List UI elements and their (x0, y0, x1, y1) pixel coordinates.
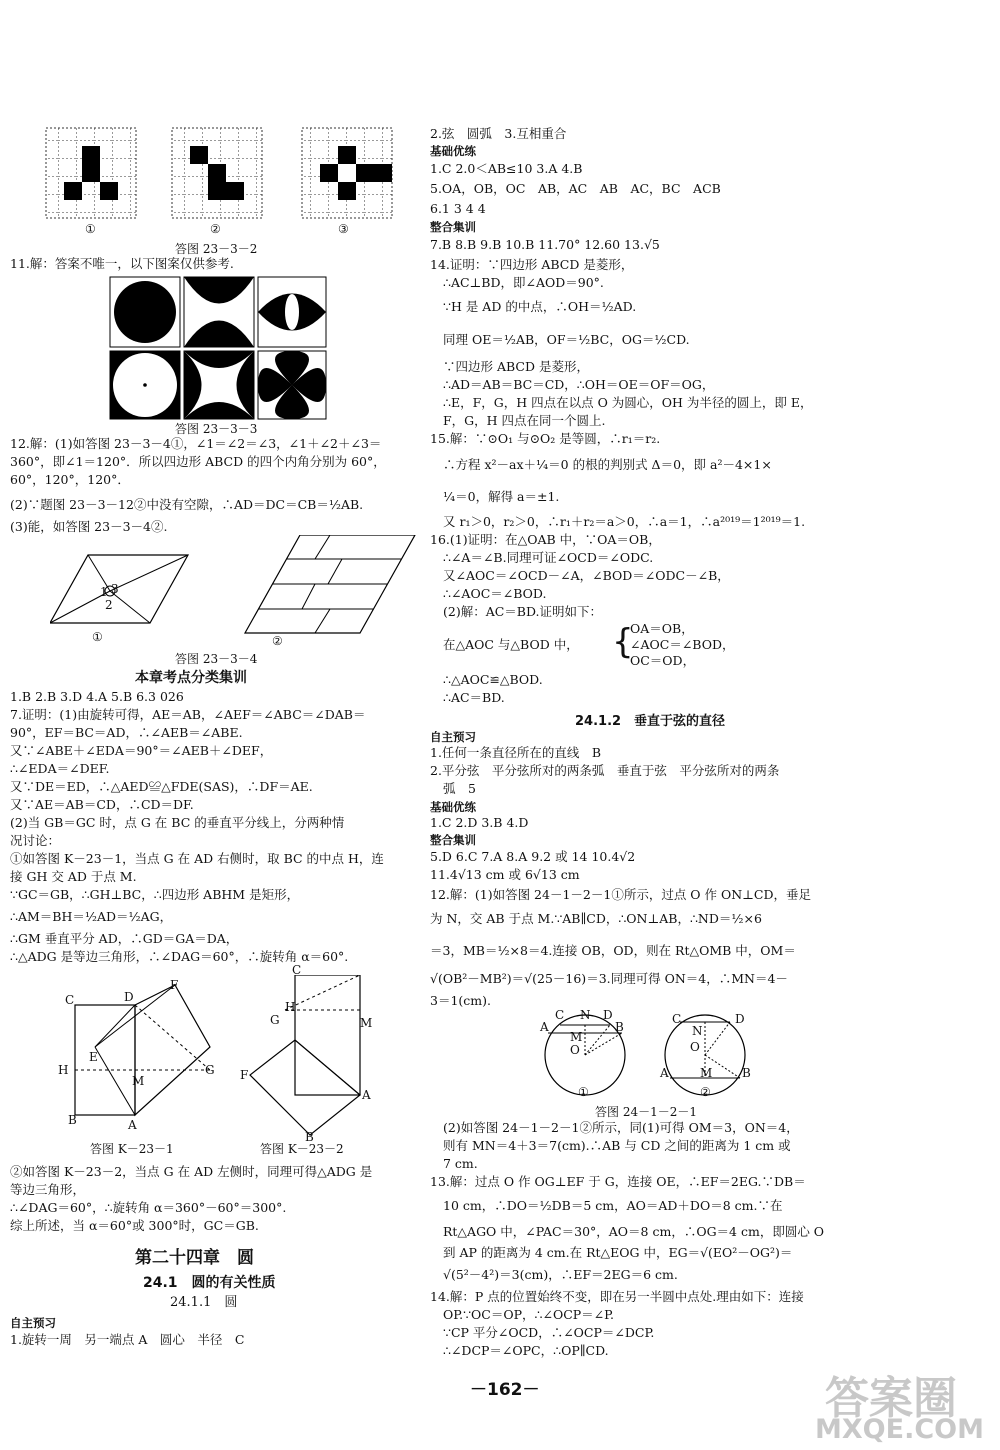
point-label: C (672, 1012, 682, 1026)
text-line: 接 GH 交 AD 于点 M. (10, 869, 137, 884)
text-line: ∴△AOC≌△BOD. (443, 672, 543, 687)
text-line: 则有 MN＝4＋3＝7(cm).∴AB 与 CD 之间的距离为 1 cm 或 (443, 1138, 791, 1153)
text-line: F，G，H 四点在同一个圆上. (443, 413, 606, 428)
text-line: ∴GM 垂直平分 AD，∴GD＝GA＝DA， (10, 931, 239, 946)
text-line: 14.证明：∵四边形 ABCD 是菱形， (430, 257, 634, 272)
text-line: ∴方程 x²－ax＋¼＝0 的根的判别式 Δ＝0，即 a²－4×1× (443, 457, 772, 472)
text-line: ∵H 是 AD 的中点，∴OH＝½AD. (443, 299, 637, 314)
text-line: 6.1 3 4 4 (430, 201, 486, 216)
point-label: F (240, 1068, 249, 1082)
text-line: 1.C 2.D 3.B 4.D (430, 815, 529, 830)
figure-caption: 答图 K－23－1 (90, 1142, 174, 1156)
point-label: H (285, 1000, 296, 1014)
text-line: 7 cm. (443, 1156, 478, 1171)
text-line: 弧 5 (443, 781, 476, 796)
point-label: A (540, 1020, 549, 1034)
figure-caption: 答图 23－3－2 (175, 242, 258, 256)
text-line: √(5²－4²)＝3(cm)，∴EF＝2EG＝6 cm. (443, 1267, 678, 1282)
point-label: D (124, 990, 134, 1004)
point-label: A (128, 1118, 137, 1132)
text-line: 11.4√13 cm 或 6√13 cm (430, 867, 580, 882)
section-title: 24.1.2 垂直于弦的直径 (575, 714, 726, 729)
text-line: ∵四边形 ABCD 是菱形， (443, 359, 589, 374)
text-line: √(OB²－MB²)＝√(25－16)＝3.同理可得 ON＝4，∴MN＝4－ (430, 971, 788, 986)
text-line: 3＝1(cm). (430, 993, 491, 1008)
text-line: 又∵DE＝ED，∴△AED≌△FDE(SAS)，∴DF＝AE. (10, 779, 313, 794)
text-line: ∴△ADG 是等边三角形，∴∠DAG＝60°，∴旋转角 α＝60°. (10, 949, 349, 964)
point-label: G (270, 1013, 280, 1027)
text-line: ∵CP 平分∠OCD，∴∠OCP＝∠DCP. (443, 1325, 655, 1340)
point-label: D (735, 1012, 745, 1026)
rotation-figures (55, 975, 425, 1140)
text-line: ∴∠DCP＝∠OPC，∴OP∥CD. (443, 1343, 609, 1358)
point-label: C (555, 1008, 565, 1022)
figure-caption: 答图 K－23－2 (260, 1142, 344, 1156)
text-line: 又∵AE＝AB＝CD，∴CD＝DF. (10, 797, 194, 812)
text-line: 14.解：P 点的位置始终不变，即在另一半圆中点处.理由如下：连接 (430, 1289, 804, 1304)
heading-basic: 基础优练 (430, 144, 476, 158)
point-label: C (65, 993, 75, 1007)
heading-integrated: 整合集训 (430, 220, 476, 234)
section-title: 24.1 圆的有关性质 (143, 1275, 276, 1291)
point-label: N (692, 1024, 703, 1038)
text-line: ∴AC⊥BD，即∠AOD＝90°. (443, 275, 604, 290)
point-label: ② (700, 1085, 711, 1099)
answer-12-line: 360°，即∠1＝120°．所以四边形 ABCD 的四个内角分别为 60°， (10, 454, 386, 469)
fig-label: ② (272, 634, 283, 648)
fig-label: 2 (105, 598, 113, 612)
point-label: B (742, 1066, 751, 1080)
text-line: ∴∠AOC＝∠BOD. (443, 586, 547, 601)
text-line: ∵GC＝GB，∴GH⊥BC，∴四边形 ABHM 是矩形， (10, 887, 300, 902)
point-label: M (132, 1074, 145, 1088)
answer-12-line: (2)∵题图 23－3－12②中没有空隙，∴AD＝DC＝CB＝½AB. (10, 497, 364, 512)
watermark-url: MXQE.COM (815, 1414, 984, 1445)
point-label: G (205, 1063, 215, 1077)
figure-caption: 答图 24－1－2－1 (595, 1105, 697, 1119)
answer-11: 11.解：答案不唯一，以下图案仅供参考. (10, 256, 234, 271)
text-line: ¼＝0，解得 a＝±1. (443, 489, 560, 504)
text-line: ∴∠A＝∠B.同理可证∠OCD＝∠ODC. (443, 550, 654, 565)
text-line: 况讨论： (10, 833, 61, 848)
text-line: 15.解：∵⊙O₁ 与⊙O₂ 是等圆，∴r₁＝r₂. (430, 431, 661, 446)
point-label: H (58, 1063, 69, 1077)
text-line: ∴AC＝BD. (443, 690, 505, 705)
point-label: ① (578, 1085, 589, 1099)
text-line: ∴AM＝BH＝½AD＝½AG， (10, 909, 173, 924)
text-line: 2.平分弦 平分弦所对的两条弧 垂直于弦 平分弦所对的两条 (430, 763, 780, 778)
grid-figures (40, 122, 420, 240)
heading-preview: 自主预习 (430, 730, 476, 744)
fig-label: 3 (111, 582, 119, 596)
point-label: A (660, 1066, 669, 1080)
answer-12-line: 12.解：(1)如答图 23－3－4①，∠1＝∠2＝∠3，∠1＋∠2＋∠3＝ (10, 436, 382, 451)
text-line: 为 N，交 AB 于点 M.∵AB∥CD，∴ON⊥AB，∴ND＝½×6 (430, 911, 762, 926)
point-label: F (170, 978, 179, 992)
text-line: 又∠AOC＝∠OCD－∠A，∠BOD＝∠ODC－∠B， (443, 568, 730, 583)
subsection-title: 24.1.1 圆 (170, 1295, 238, 1310)
text-line: ∴E，F，G，H 四点在以点 O 为圆心，OH 为半径的圆上，即 E， (443, 395, 813, 410)
point-label: M (360, 1016, 373, 1030)
text-line: 在△AOC 与△BOD 中， (443, 637, 579, 652)
watermark-logo: 答案圈 (825, 1373, 957, 1424)
answer-12-line: 60°，120°，120°． (10, 472, 130, 487)
point-label: D (603, 1008, 613, 1022)
text-line: 5.OA，OB，OC AB，AC AB AC，BC ACB (430, 181, 721, 196)
answer-12-line: (3)能，如答图 23－3－4②. (10, 519, 168, 534)
heading-integrated: 整合集训 (430, 833, 476, 847)
text-line: 1.旋转一周 另一端点 A 圆心 半径 C (10, 1332, 245, 1347)
grid-label-1: ① (85, 222, 96, 236)
brace: { (612, 622, 634, 662)
text-line: 综上所述，当 α＝60°或 300°时，GC＝GB. (10, 1218, 259, 1233)
text-line: 又∵∠ABE＋∠EDA＝90°＝∠AEB＋∠DEF， (10, 743, 273, 758)
text-line: 到 AP 的距离为 4 cm.在 Rt△EOG 中，EG＝√(EO²－OG²)＝ (443, 1245, 793, 1260)
text-line: (2)如答图 24－1－2－1②所示，同(1)可得 OM＝3，ON＝4， (443, 1120, 799, 1135)
text-line: 12.解：(1)如答图 24－1－2－1①所示，过点 O 作 ON⊥CD，垂足 (430, 887, 812, 902)
text-line: ②如答图 K－23－2，当点 G 在 AD 左侧时，同理可得△ADG 是 (10, 1164, 373, 1179)
point-label: B (68, 1113, 77, 1127)
text-line: (2)解：AC＝BD.证明如下： (443, 604, 603, 619)
text-line: 16.(1)证明：在△OAB 中，∵OA＝OB， (430, 532, 661, 547)
fig-label: ① (92, 630, 103, 644)
point-label: M (700, 1066, 713, 1080)
text-line: 1.任何一条直径所在的直线 B (430, 745, 602, 760)
point-label: N (580, 1008, 591, 1022)
text-line: ∴AD＝AB＝BC＝CD，∴OH＝OE＝OF＝OG， (443, 377, 715, 392)
text-line: 等边三角形， (10, 1182, 86, 1197)
text-line: ∴∠EDA＝∠DEF. (10, 761, 110, 776)
point-label: A (362, 1088, 371, 1102)
point-label: B (305, 1130, 314, 1144)
point-label: M (570, 1030, 583, 1044)
text-line: OC＝OD， (630, 653, 696, 668)
section-title: 本章考点分类集训 (135, 670, 247, 686)
text-line: 7.B 8.B 9.B 10.B 11.70° 12.60 13.√5 (430, 237, 660, 252)
text-line: 2.弦 圆弧 3.互相重合 (430, 126, 567, 141)
figure-caption: 答图 23－3－4 (175, 652, 258, 666)
circle-figures (540, 1010, 760, 1105)
text-line: ∠AOC＝∠BOD， (630, 637, 735, 652)
text-line: 7.证明：(1)由旋转可得，AE＝AB，∠AEF＝∠ABC＝∠DAB＝ (10, 707, 366, 722)
chapter-title: 第二十四章 圆 (135, 1248, 254, 1268)
text-line: OP.∵OC＝OP，∴∠OCP＝∠P. (443, 1307, 614, 1322)
text-line: ①如答图 K－23－1，当点 G 在 AD 右侧时，取 BC 的中点 H，连 (10, 851, 384, 866)
text-line: 90°，EF＝BC＝AD，∴∠AEB＝∠ABE. (10, 725, 243, 740)
text-line: ＝3，MB＝½×8＝4.连接 OB，OD，则在 Rt△OMB 中，OM＝ (430, 943, 796, 958)
text-line: ∴∠DAG＝60°，∴旋转角 α＝360°－60°＝300°. (10, 1200, 287, 1215)
text-line: 13.解：过点 O 作 OG⊥EF 于 G，连接 OE，∴EF＝2EG.∵DB＝ (430, 1174, 806, 1189)
point-label: O (570, 1043, 580, 1057)
point-label: C (292, 963, 302, 977)
fig-label: 1 (100, 585, 108, 599)
text-line: 又 r₁＞0，r₂＞0，∴r₁＋r₂＝a＞0，∴a＝1，∴a²⁰¹⁹＝1²⁰¹⁹＝1. (443, 514, 806, 529)
heading-preview: 自主预习 (10, 1316, 56, 1330)
text-line: 5.D 6.C 7.A 8.A 9.2 或 14 10.4√2 (430, 849, 636, 864)
text-line: (2)当 GB＝GC 时，点 G 在 BC 的垂直平分线上，分两种情 (10, 815, 345, 830)
heading-basic: 基础优练 (430, 800, 476, 814)
page-number: －162－ (470, 1380, 540, 1400)
grid-label-3: ③ (338, 222, 349, 236)
text-line: OA＝OB， (630, 621, 694, 636)
text-line: 1.C 2.0＜AB≤10 3.A 4.B (430, 161, 583, 176)
answers-1-6: 1.B 2.B 3.D 4.A 5.B 6.3 026 (10, 689, 184, 704)
text-line: 同理 OE＝½AB，OF＝½BC，OG＝½CD. (443, 332, 690, 347)
text-line: Rt△AGO 中，∠PAC＝30°，AO＝8 cm，∴OG＝4 cm，即圆心 O (443, 1224, 825, 1239)
text-line: 10 cm，∴DO＝½DB＝5 cm，AO＝AD＋DO＝8 cm.∵在 (443, 1198, 783, 1213)
point-label: B (615, 1020, 624, 1034)
point-label: O (690, 1040, 700, 1054)
figure-caption: 答图 23－3－3 (175, 422, 258, 436)
point-label: E (89, 1050, 98, 1064)
grid-label-2: ② (210, 222, 221, 236)
pattern-figures (108, 275, 328, 421)
